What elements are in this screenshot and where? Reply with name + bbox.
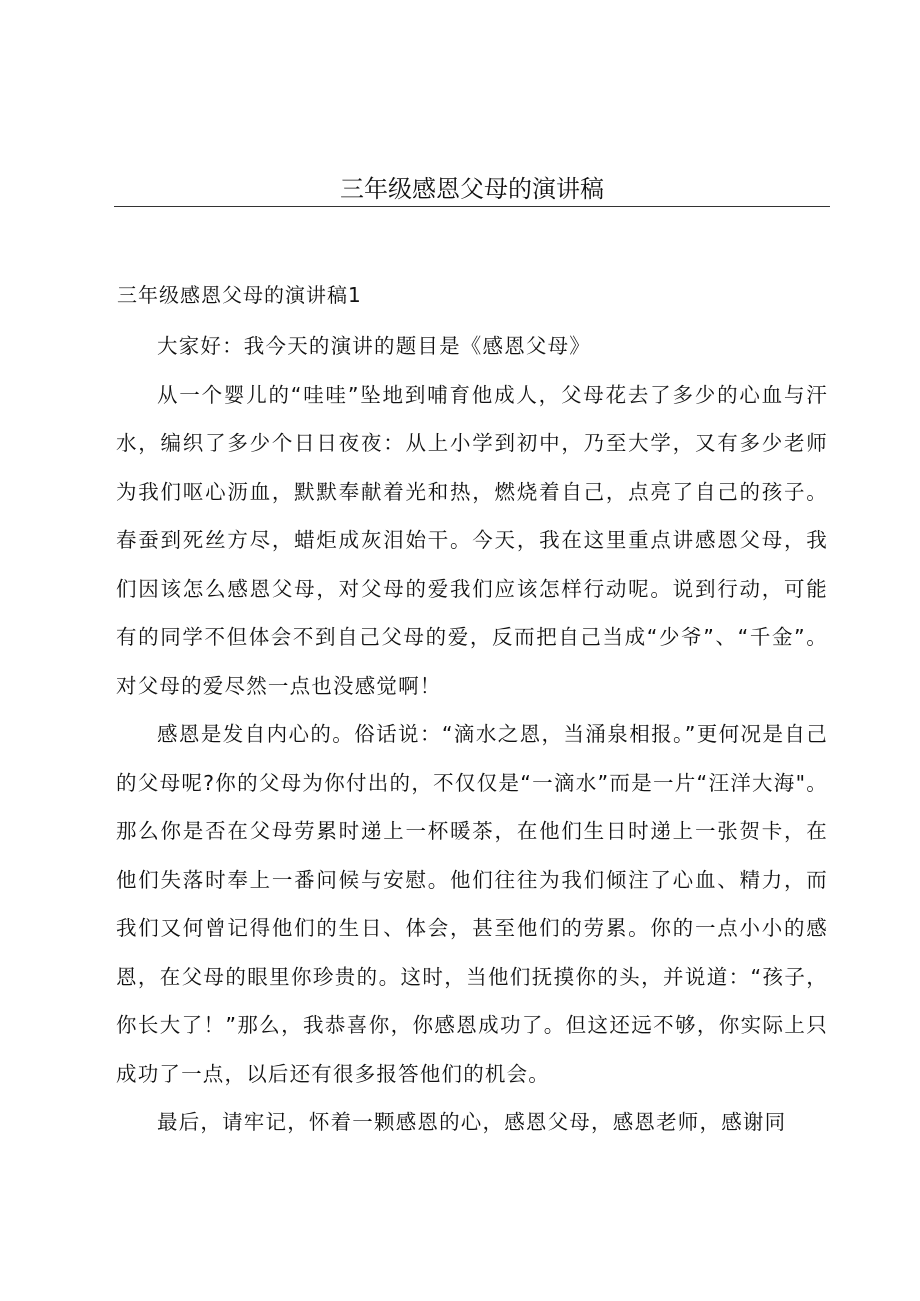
- document-body: [116, 322, 828, 1147]
- paragraph-gratitude: 感恩是发自内心的。俗话说：“滴水之恩，当涌泉相报。”更何况是自己的父母呢?你的父母为你付出的，不仅仅是“一滴水”而是一片“汪洋大海"。那么你是否在父母劳累时递上一杯暖茶，在他们生日时递上一张贺卡，在他们失落时奉上一番问候与安慰。他们往往为我们倾注了心血、精力，而我们又何曾记得他们的生日、体会，甚至他们的劳累。你的一点小小的感恩，在父母的眼里你珍贵的。这时，当他们抚摸你的头，并说道：“孩子，你长大了！”那么，我恭喜你，你感恩成功了。但这还远不够，你实际上只成功了一点，以后还有很多报答他们的机会。: [116, 722, 828, 1086]
- document-title: 三年级感恩父母的演讲稿: [340, 175, 604, 203]
- paragraph-introduction: 从一个婴儿的“哇哇”坠地到哺育他成人，父母花去了多少的心血与汗水，编织了多少个日日夜夜：从上小学到初中，乃至大学，又有多少老师为我们呕心沥血，默默奉献着光和热，燃烧着自己，点亮了自己的孩子。春蚕到死丝方尽，蜡炬成灰泪始干。今天，我在这里重点讲感恩父母，我们因该怎么感恩父母，对父母的爱我们应该怎样行动呢。说到行动，可能有的同学不但体会不到自己父母的爱，反而把自己当成“少爷”、“千金”。对父母的爱尽然一点也没感觉啊！: [116, 382, 828, 698]
- section-heading: 三年级感恩父母的演讲稿1: [117, 283, 362, 307]
- paragraph-conclusion: 最后，请牢记，怀着一颗感恩的心，感恩父母，感恩老师，感谢同: [157, 1110, 787, 1134]
- title-underline: [114, 206, 830, 207]
- paragraph-greeting: 大家好：我今天的演讲的题目是《感恩父母》: [157, 334, 591, 358]
